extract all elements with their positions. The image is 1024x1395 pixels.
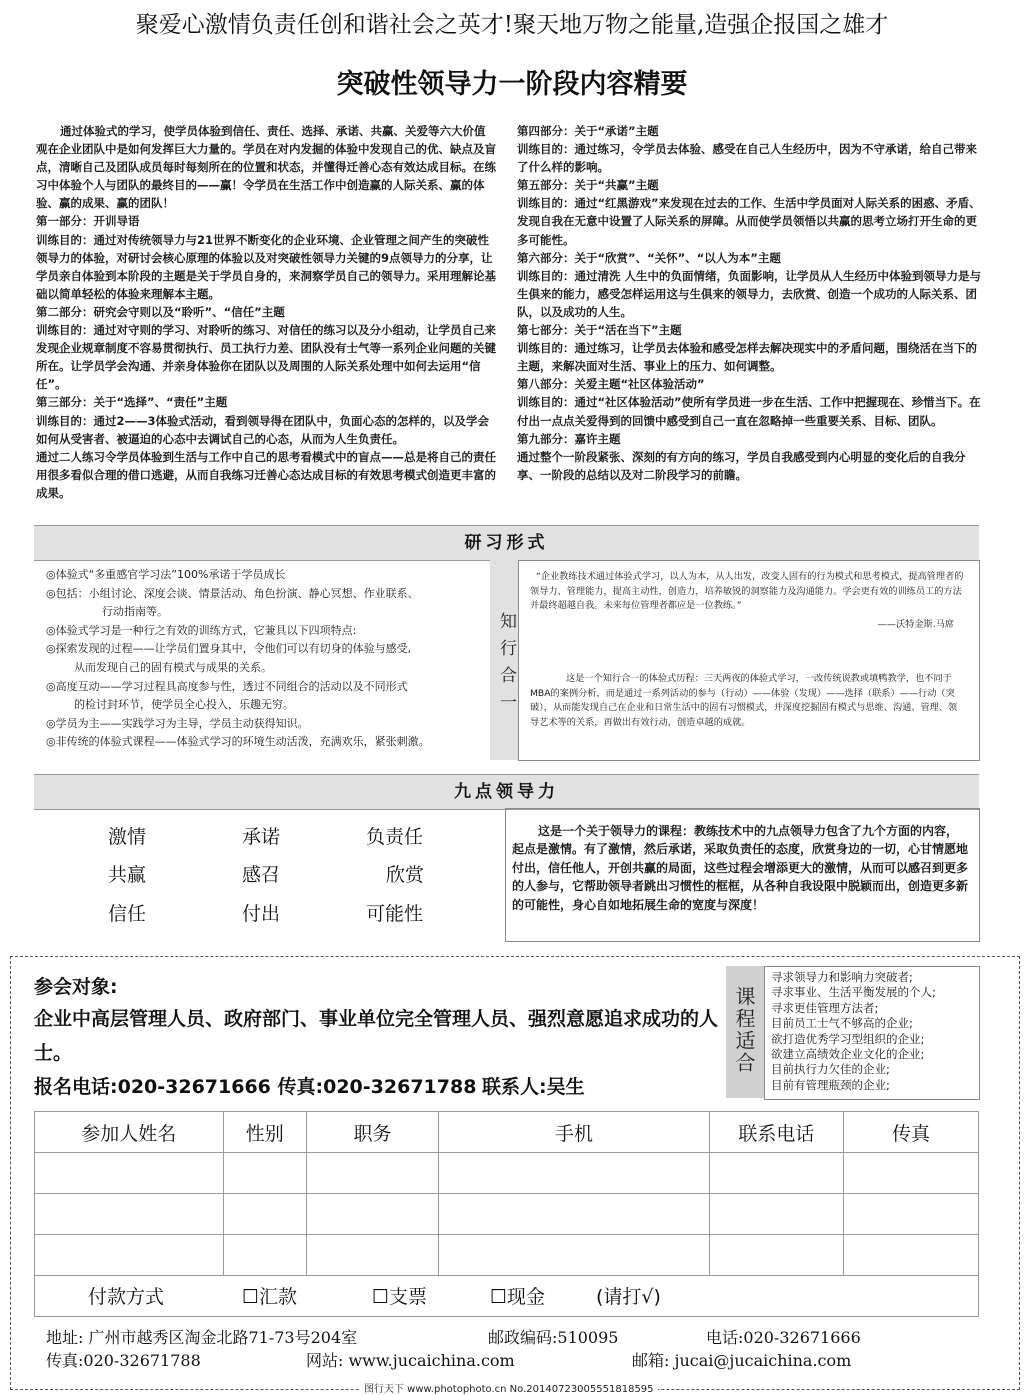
study-form-list — [46, 566, 486, 752]
gender-cell[interactable] — [223, 1153, 306, 1194]
list-item: ◎非传统的体验式课程——体验式学习的环境生动活泼，充满欢乐，紧张刺激。 — [46, 735, 430, 749]
col-name-header: 参加人姓名 — [35, 1112, 224, 1153]
website: 网站: www.jucaichina.com — [306, 1351, 515, 1370]
suit-item: 欲打造优秀学习型组织的企业; — [771, 1031, 925, 1046]
fax-cell[interactable] — [843, 1235, 978, 1276]
part-text: 通过二人练习令学员体验到生活与工作中自己的思考看模式中的盲点——总是将自己的责任用很多看似合理的借口逃避，从而自我练习迁善心态达成目标的有效思考模式创造更丰富的成果。 — [36, 449, 496, 500]
address: 地址: 广州市越秀区淘金北路71-73号204室 — [46, 1328, 358, 1347]
payment-hint: (请打√) — [596, 1286, 661, 1308]
nine-desc — [512, 822, 968, 914]
intro-left-column — [36, 122, 496, 502]
payment-options — [34, 1276, 979, 1316]
part-heading: 第七部分：关于“活在当下”主题 — [517, 323, 682, 338]
suit-item: 目前有管理瓶颈的企业; — [771, 1077, 890, 1092]
table-row — [35, 1194, 979, 1235]
part-text: 训练目的：通过对传统领导力与21世界不断变化的企业环境、企业管理之间产生的突破性领导力的体验，对研讨会核心原理的体验以及对突破性领导力关键的9点领导力的分享，让学员亲自体验到本阶段的主题是关于学员自身的，来洞察学员自己的领导力。采用理解论基础以简单轻松的体验来理解本主题。 — [36, 232, 496, 301]
word-commitment: 承诺 — [242, 826, 281, 848]
col-mobile-header: 手机 — [439, 1112, 710, 1153]
quote-author: ——沃特金斯.马席 — [877, 618, 954, 630]
postcode: 邮政编码:510095 — [488, 1328, 619, 1347]
payment-option-cheque[interactable]: ☐支票 — [372, 1286, 428, 1308]
list-item: 的检讨封环节，使学员全心投入，乐趣无穷。 — [74, 698, 294, 712]
part-text: 训练目的：通过“社区体验活动”使所有学员进一步在生活、工作中把握现在、珍惜当下。在付出一点点关爱得到的回馈中感受到自己一直在忽略掉一些重要关系、目标、团队。 — [517, 395, 981, 428]
list-item: ◎包括：小组讨论、深度会谈、情景活动、角色扮演、静心冥想、作业联系、 — [46, 586, 419, 600]
payment-option-cash[interactable]: ☐现金 — [490, 1286, 546, 1308]
part-text: 通过整个一阶段紧张、深刻的有方向的练习，学员自我感受到内心明显的变化后的自我分享、一阶段的总结以及对二阶段学习的前瞻。 — [517, 449, 966, 482]
mobile-cell[interactable] — [439, 1153, 710, 1194]
table-row — [35, 1153, 979, 1194]
page-title: 突破性领导力一阶段内容精要 — [336, 69, 688, 100]
col-phone-header: 联系电话 — [709, 1112, 843, 1153]
part-heading: 第二部分：研究会守则以及“聆听”、“信任”主题 — [36, 304, 285, 319]
part-heading: 第五部分：关于“共赢”主题 — [517, 178, 659, 193]
part-text: 训练目的：通过练习，令学员去体验、感受在自己人生经历中，因为不守承诺，给自己带来了什么样的影响。 — [517, 142, 977, 175]
word-responsibility: 负责任 — [366, 826, 424, 848]
telephone: 电话:020-32671666 — [706, 1328, 861, 1347]
part-heading: 第四部分：关于“承诺”主题 — [517, 124, 659, 138]
nine-words-grid — [34, 810, 504, 942]
word-passion: 激情 — [108, 826, 147, 848]
gender-cell[interactable] — [223, 1235, 306, 1276]
table-row — [35, 1235, 979, 1276]
part-text: 训练目的：通过练习，让学员去体验和感受怎样去解决现实中的矛盾问题，围绕活在当下的主题，来解决面对生活、事业上的压力、如何调整。 — [517, 341, 977, 374]
watermark: 图行天下 www.photophoto.cn No.20140723005551818595 — [360, 1380, 658, 1395]
intro-right-column — [517, 122, 987, 484]
desc-text: 这是一个知行合一的体验式历程：三天两夜的体验式学习，一改传统说教或填鸭教学，也不同于MBA的案例分析，而是通过一系列活动的参与（行动）——体验（发现）——选择（联系）——行动（突破），从而能发现自己在企业和日常生活中的固有习惯模式，并深度挖掘固有模式与思维、沟通、管理、领导艺术等的关系，再做出有效行动，创造卓越的成就。 — [530, 673, 958, 728]
suit-item: 寻求领导力和影响力突破者; — [771, 970, 913, 984]
part-heading: 第八部分：关爱主题“社区体验活动” — [517, 377, 705, 392]
word-win-win: 共赢 — [108, 864, 147, 886]
fax-cell[interactable] — [843, 1153, 978, 1194]
email: 邮箱: jucai@jucaichina.com — [632, 1351, 852, 1370]
part-heading: 第一部分：开训导语 — [36, 214, 140, 229]
part-text: 训练目的：通过2——3体验式活动，看到领导得在团队中，负面心态的怎样的，以及学会如何从受害者、被逼迫的心态中去调试自己的心态，从而为人生负责任。 — [36, 413, 489, 446]
part-text: 训练目的：通过“红黑游戏”来发现在过去的工作、生活中学员面对人际关系的困惑、矛盾、发现自我在无意中设置了人际关系的屏障。从而使学员领悟以共赢的思考立场打开生命的更多可能性。 — [517, 196, 981, 247]
phone-cell[interactable] — [709, 1153, 843, 1194]
knowing-doing-desc — [530, 672, 966, 730]
title-cell[interactable] — [307, 1153, 439, 1194]
suit-item: 欲建立高绩效企业文化的企业; — [771, 1047, 925, 1062]
contact-person: 联系人:吴生 — [482, 1076, 585, 1098]
name-cell[interactable] — [35, 1153, 224, 1194]
part-heading: 第九部分：嘉许主题 — [517, 431, 621, 446]
word-trust: 信任 — [108, 903, 147, 925]
suit-label: 课程适合 — [732, 986, 756, 1074]
mobile-cell[interactable] — [439, 1235, 710, 1276]
suit-item: 寻求更佳管理方法者; — [771, 1000, 879, 1015]
gender-cell[interactable] — [223, 1194, 306, 1235]
col-title-header: 职务 — [307, 1112, 439, 1153]
name-cell[interactable] — [35, 1235, 224, 1276]
part-heading: 第六部分：关于“欣赏”、“关怀”、“以人为本”主题 — [517, 250, 781, 265]
payment-option-remit[interactable]: ☐汇款 — [242, 1286, 298, 1308]
payment-label: 付款方式 — [88, 1286, 165, 1308]
slogan: 聚爱心激情负责任创和谐社会之英才!聚天地万物之能量,造强企报国之雄才 — [135, 12, 889, 38]
word-appreciation: 欣赏 — [386, 864, 425, 886]
list-item: ◎高度互动——学习过程具高度参与性，透过不同组合的活动以及不同形式 — [46, 679, 408, 693]
col-fax-header: 传真 — [843, 1112, 978, 1153]
list-item: ◎体验式学习是一种行之有效的训练方式，它兼具以下四项特点: — [46, 623, 357, 637]
list-item: ◎体验式“多重感官学习法”100%承诺于学员成长 — [46, 568, 286, 581]
title-cell[interactable] — [307, 1235, 439, 1276]
list-item: 从而发现自己的固有模式与成果的关系。 — [74, 660, 272, 674]
part-text: 训练目的：通过清洗 人生中的负面情绪，负面影响，让学员从人生经历中体验到领导力是与生俱来的能力，感受怎样运用这与生俱来的领导力，去欣赏、创造一个成功的人际关系、团队，以及成功的人生。 — [517, 268, 981, 319]
list-item: ◎学员为主——实践学习为主导，学员主动获得知识。 — [46, 716, 309, 730]
nine-desc-text: 这是一个关于领导力的课程：教练技术中的九点领导力包含了九个方面的内容，起点是激情。有了激情，然后承诺，采取负责任的态度，欣赏身边的一切，心甘情愿地付出，信任他人，开创共赢的局面，这些过程会增添更大的激情，从而可以感召到更多的人参与，它帮助领导者跳出习惯性的框框，从各种自我设限中脱颖而出，创造更多新的可能性，身心自如地拓展生命的宽度与深度！ — [512, 824, 969, 912]
suit-item: 目前执行力欠佳的企业; — [771, 1062, 890, 1077]
phone-line: 报名电话:020-32671666 传真:020-32671788 — [34, 1076, 477, 1098]
quote-block — [530, 570, 966, 632]
name-cell[interactable] — [35, 1194, 224, 1235]
nine-heading: 九点领导力 — [34, 774, 979, 810]
phone-cell[interactable] — [709, 1194, 843, 1235]
intro-paragraph: 通过体验式的学习，使学员体验到信任、责任、选择、承诺、共赢、关爱等六大价值观在企业团队中是如何发挥巨大力量的。学员在对内发掘的体验中发现自己的优、缺点及盲点，清晰自己及团队成员每时每刻所在的位置和状态，并懂得迁善心态有效达成目标。在练习中体验个人与团队的最终目的——赢！令学员在生活工作中创造赢的人际关系、赢的体验、赢的成果、赢的团队！ — [36, 124, 496, 211]
part-text: 训练目的：通过对守则的学习、对聆听的练习、对信任的练习以及分小组动，让学员自己来发现企业规章制度不容易贯彻执行、员工执行力差、团队没有士气等一系列企业问题的关键所在。让学员学会沟通、并亲身体验你在团队以及周围的人际关系处理中如何去运用“信任”。 — [36, 323, 496, 392]
suit-item: 目前员工士气不够高的企业; — [771, 1016, 913, 1031]
suit-list — [771, 970, 976, 1093]
mobile-cell[interactable] — [439, 1194, 710, 1235]
list-item: ◎探索发现的过程——让学员们置身其中，令他们可以有切身的体验与感受, — [46, 642, 412, 656]
fax-cell[interactable] — [843, 1194, 978, 1235]
word-give: 付出 — [242, 903, 281, 925]
fax: 传真:020-32671788 — [46, 1351, 201, 1370]
audience-label: 参会对象: — [34, 976, 118, 998]
study-form-heading: 研习形式 — [34, 525, 979, 561]
audience-text: 企业中高层管理人员、政府部门、事业单位完全管理人员、强烈意愿追求成功的人士。 — [34, 1008, 719, 1064]
vertical-label: 知行合一 — [496, 612, 516, 720]
col-gender-header: 性别 — [223, 1112, 306, 1153]
part-heading: 第三部分：关于“选择”、“责任”主题 — [36, 395, 228, 410]
title-cell[interactable] — [307, 1194, 439, 1235]
word-inspire: 感召 — [242, 864, 281, 886]
quote-text: “企业教练技术通过体验式学习，以人为本，从人出发，改变人固有的行为模式和思考模式，提高管理者的领导力、管理能力，提高主动性，创造力，培养敏锐的洞察能力及沟通能力。学会更有效的训练员工的方法并最终超越自我。未来每位管理者都应是一位教练。” — [530, 571, 964, 612]
word-possibility: 可能性 — [366, 903, 424, 925]
table-header-row — [35, 1112, 979, 1153]
list-item: 行动指南等。 — [102, 605, 168, 619]
phone-cell[interactable] — [709, 1235, 843, 1276]
suit-item: 寻求事业、生活平衡发展的个人; — [771, 985, 936, 1000]
